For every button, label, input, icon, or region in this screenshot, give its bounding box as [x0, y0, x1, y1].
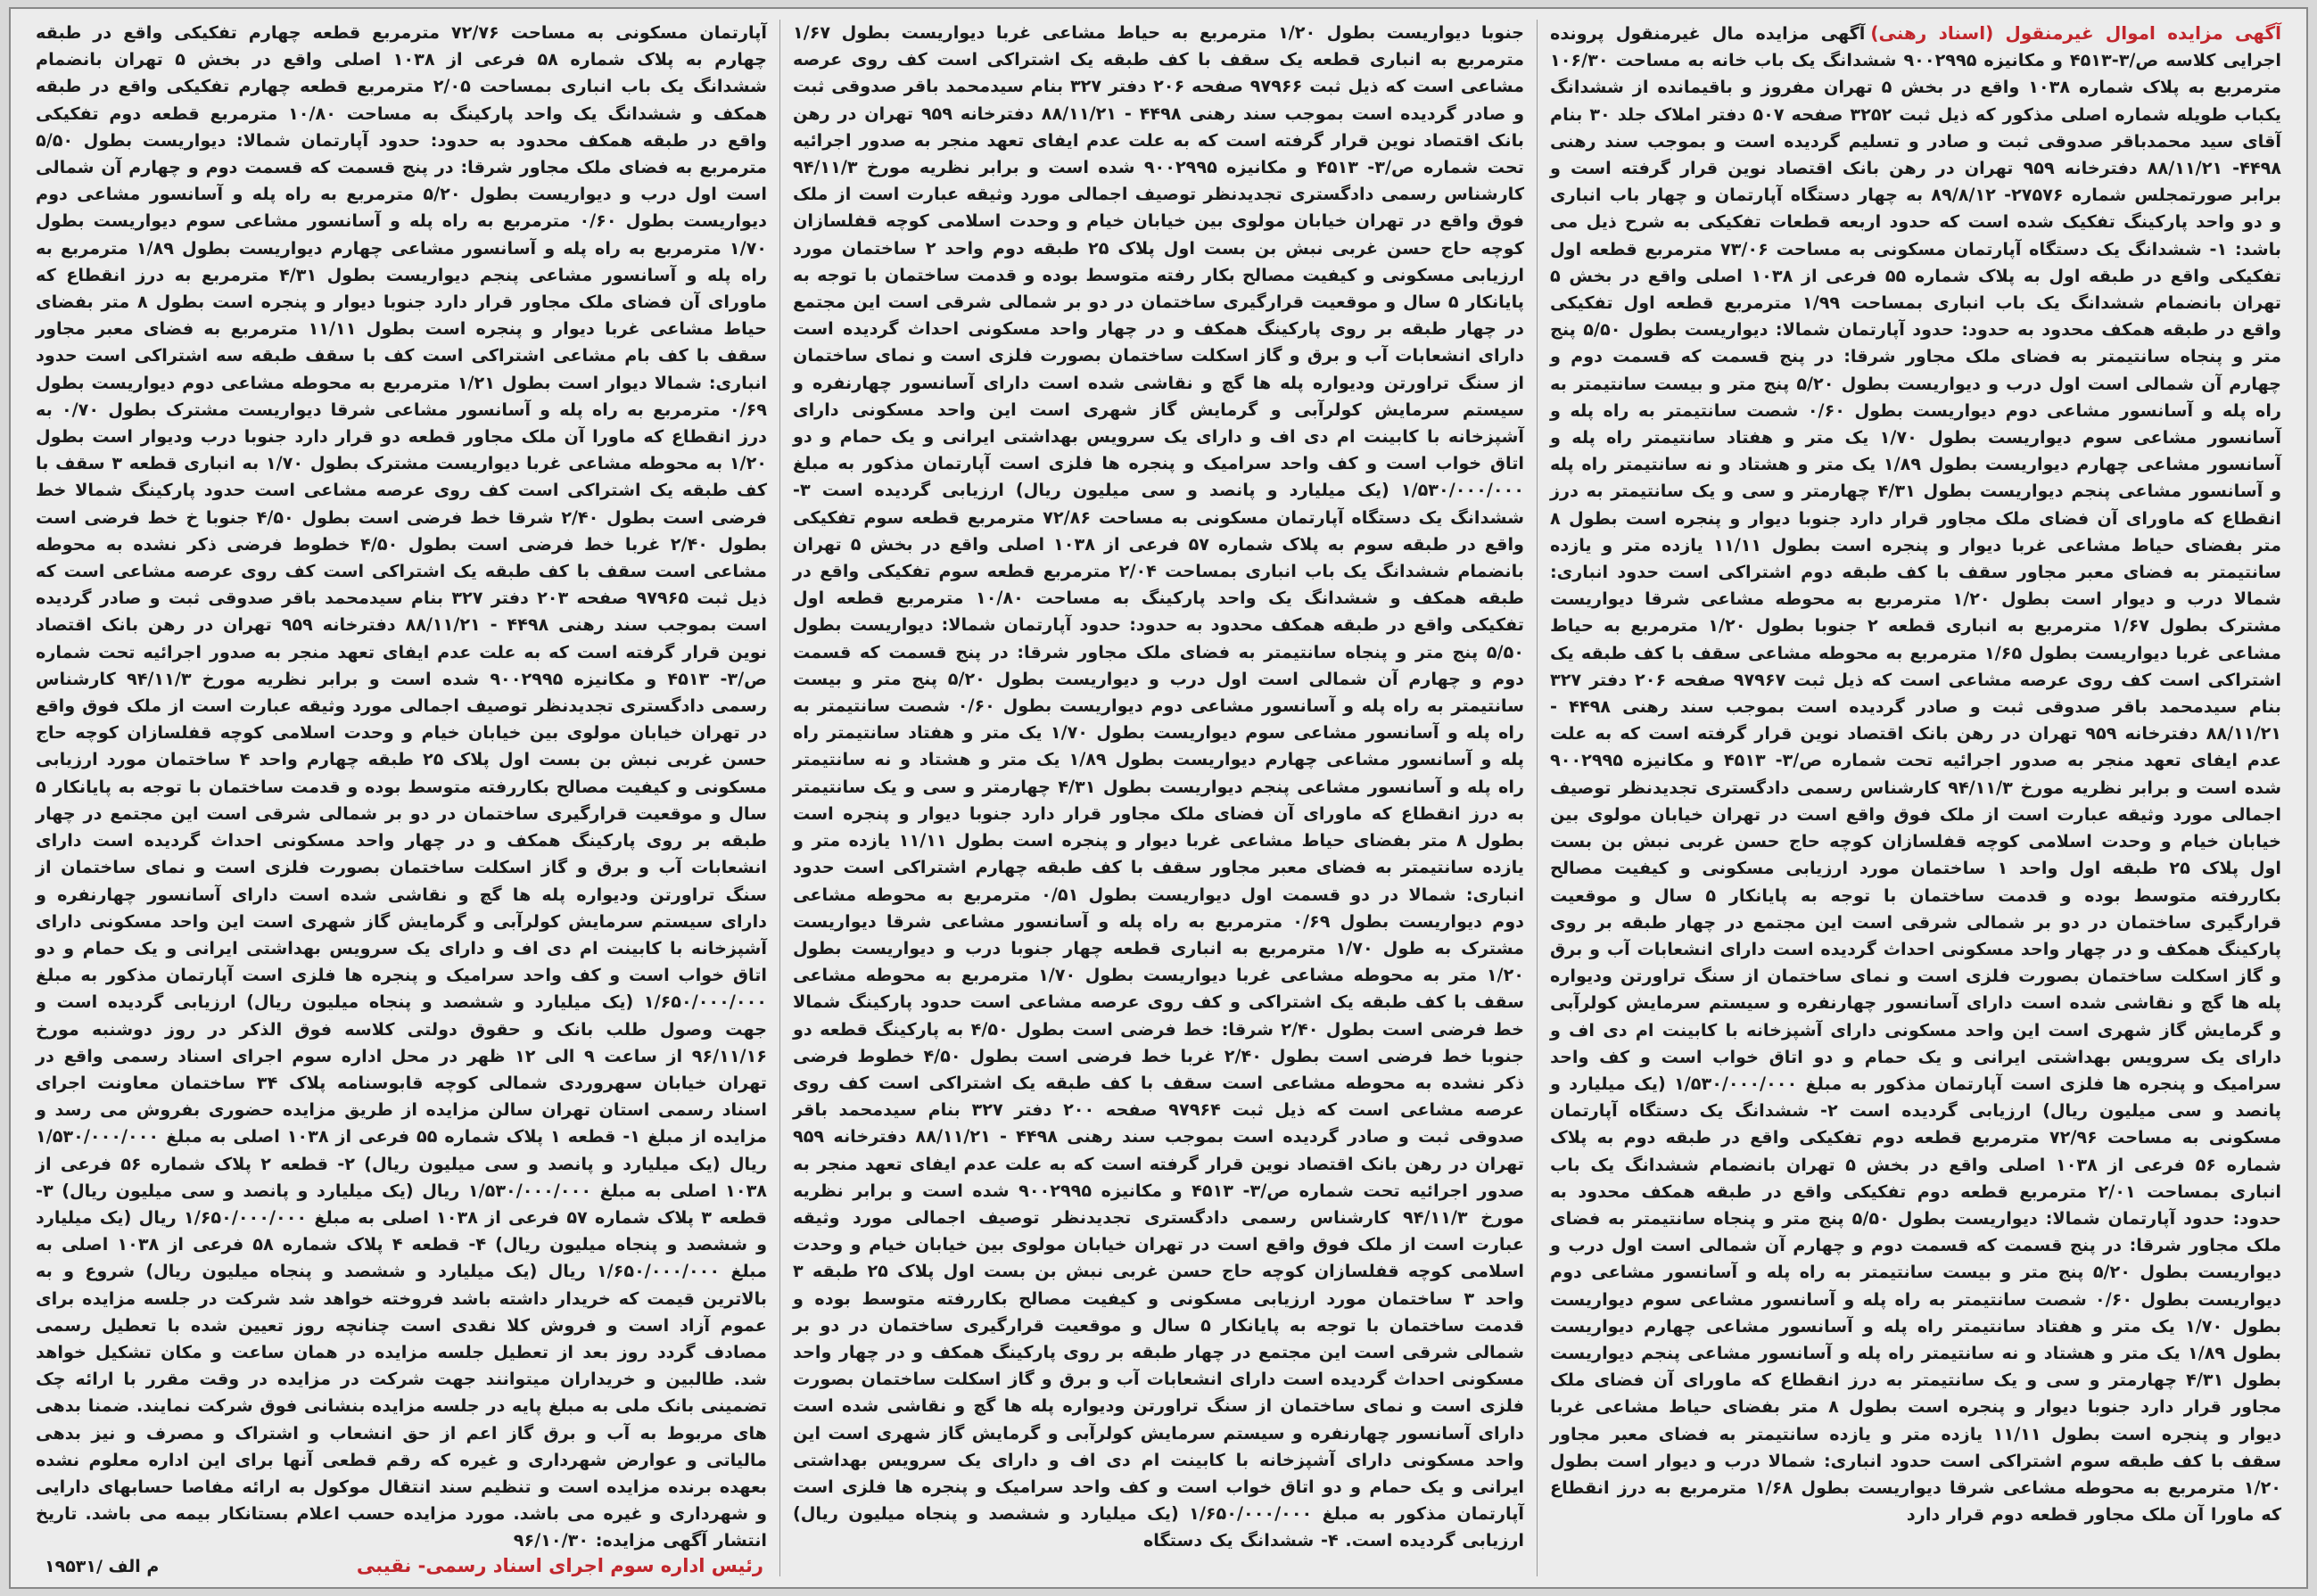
notice-columns — [23, 20, 2294, 1576]
column-left-text: آپارتمان مسکونی به مساحت ۷۲/۷۶ مترمربع قطعه چهارم تفکیکی واقع در طبقه چهارم به پلاک شماره ۵۸ فرعی از ۱۰۳۸ اصلی واقع در بخش ۵ تهران بانضمام ششدانگ یک باب انباری بمساحت ۲/۰۵ مترمربع قطعه چهارم تفکیکی واقع در طبقه همکف و ششدانگ یک واحد پارکینگ به مساحت ۱۰/۸۰ مترمربع قطعه دوم تفکیکی واقع در طبقه همکف محدود به حدود: حدود آپارتمان شمالا: دیواریست بطول ۵/۵۰ مترمربع به فضای ملک مجاور شرقا: در پنج قسمت که قسمت دوم و چهارم آن شمالی است اول درب و دیواریست بطول ۵/۲۰ مترمربع به راه پله و آسانسور مشاعی دوم دیواریست بطول ۰/۶۰ مترمربع به راه پله و آسانسور مشاعی سوم دیواریست بطول ۱/۷۰ مترمربع به راه پله و آسانسور مشاعی چهارم دیواریست بطول ۱/۸۹ مترمربع به راه پله و آسانسور مشاعی پنجم دیواریست بطول ۴/۳۱ مترمربع به درز انقطاع که ماورای آن فضای ملک مجاور قرار دارد جنوبا دیوار و پنجره است بطول ۸ متر بفضای حیاط مشاعی غربا دیوار و پنجره است بطول ۱۱/۱۱ مترمربع به فضای معبر مجاور سقف با کف بام مشاعی اشتراکی است کف با سقف طبقه سه اشتراکی است حدود انباری: شمالا دیوار است بطول ۱/۲۱ مترمربع به محوطه مشاعی دوم دیواریست بطول ۰/۶۹ مترمربع به راه پله و آسانسور مشاعی شرقا دیواریست مشترک بطول ۰/۷۰ به درز انقطاع که ماورا آن ملک مجاور قطعه دو قرار دارد جنوبا درب ودیوار است بطول ۱/۲۰ به محوطه مشاعی غربا دیواریست مشترک بطول ۱/۷۰ به انباری قطعه ۳ سقف با کف طبقه یک اشتراکی است کف روی عرصه مشاعی است حدود پارکینگ شمالا خط فرضی است بطول ۲/۴۰ شرقا خط فرضی است بطول ۴/۵۰ جنوبا خ خط فرضی است بطول ۲/۴۰ غربا خط فرضی است بطول ۴/۵۰ خطوط فرضی ذکر نشده به محوطه مشاعی است سقف با کف طبقه یک اشتراکی است کف روی عرصه مشاعی است که ذیل ثبت ۹۷۹۶۵ صفحه ۲۰۳ دفتر ۳۲۷ بنام سیدمحمد باقر صدوقی ثبت و صادر گردیده است بموجب سند رهنی ۴۴۹۸ - ۸۸/۱۱/۲۱ دفترخانه ۹۵۹ تهران در رهن بانک اقتصاد نوین قرار گرفته است که به علت عدم ایفای تعهد منجر به صدور اجرائیه تحت شماره ص/۳- ۴۵۱۳ و مکانیزه ۹۰۰۲۹۹۵ شده است و برابر نظریه مورخ ۹۴/۱۱/۳ کارشناس رسمی دادگستری تجدیدنظر توصیف اجمالی مورد وثیقه عبارت است از ملک فوق واقع در تهران خیابان مولوی بین خیابان خیام و وحدت اسلامی کوچه قفلسازان کوچه حاج حسن غربی نبش بن بست اول پلاک ۲۵ طبقه چهارم واحد ۴ ساختمان مورد ارزیابی مسکونی و کیفیت مصالح بکاررفته متوسط بوده و قدمت ساختمان با توجه به پایانکار ۵ سال و موقعیت قرارگیری ساختمان در دو بر شمالی شرقی است این مجتمع در چهار طبقه بر روی پارکینگ همکف و در چهار واحد مسکونی احداث گردیده است دارای انشعابات آب و برق و گاز اسکلت ساختمان بصورت فلزی است و نمای ساختمان از سنگ تراورتن ودیواره پله ها گچ و نقاشی شده است دارای آسانسور چهارنفره و دارای سیستم سرمایش کولرآبی و گرمایش گاز شهری است این واحد مسکونی دارای آشپزخانه با کابینت ام دی اف و دارای یک سرویس بهداشتی ایرانی و یک حمام و دو اتاق خواب است و کف واحد سرامیک و پنجره ها فلزی است آپارتمان مذکور به مبلغ ۱/۶۵۰/۰۰۰/۰۰۰ (یک میلیارد و ششصد و پنجاه میلیون ریال) ارزیابی گردیده است و جهت وصول طلب بانک و حقوق دولتی کلاسه فوق الذکر در روز دوشنبه مورخ ۹۶/۱۱/۱۶ از ساعت ۹ الی ۱۲ ظهر در محل اداره سوم اجرای اسناد رسمی واقع در تهران خیابان سهروردی شمالی کوچه قابوسنامه پلاک ۳۴ ساختمان معاونت اجرای اسناد رسمی استان تهران سالن مزایده از طریق مزایده حضوری بفروش می رسد و مزایده از مبلغ ۱- قطعه ۱ پلاک شماره ۵۵ فرعی از ۱۰۳۸ اصلی به مبلغ ۱/۵۳۰/۰۰۰/۰۰۰ ریال (یک میلیارد و پانصد و سی میلیون ریال) ۲- قطعه ۲ پلاک شماره ۵۶ فرعی از ۱۰۳۸ اصلی به مبلغ ۱/۵۳۰/۰۰۰/۰۰۰ ریال (یک میلیارد و پانصد و سی میلیون ریال) ۳- قطعه ۳ پلاک شماره ۵۷ فرعی از ۱۰۳۸ اصلی به مبلغ ۱/۶۵۰/۰۰۰/۰۰۰ ریال (یک میلیارد و ششصد و پنجاه میلیون ریال) ۴- قطعه ۴ پلاک شماره ۵۸ فرعی از ۱۰۳۸ اصلی به مبلغ ۱/۶۵۰/۰۰۰/۰۰۰ ریال (یک میلیارد و ششصد و پنجاه میلیون ریال) شروع و به بالاترین قیمت که خریدار داشته باشد فروخته خواهد شد شرکت در جلسه مزایده برای عموم آزاد است و فروش کلا نقدی است چنانچه روز تعیین شده با تعطیل رسمی مصادف گردد روز بعد از تعطیل جلسه مزایده در همان ساعت و مکان تشکیل خواهد شد. طالبین و خریداران میتوانند جهت شرکت در مزایده در وقت مقرر با ارائه چک تضمینی بانک ملی به مبلغ پایه در جلسه مزایده بنشانی فوق شرکت نمایند. ضمنا بدهی های مربوط به آب و برق گاز اعم از حق انشعاب و اشتراک و مصرف و نیز بدهی مالیاتی و عوارض شهرداری و غیره که رقم قطعی آنها برای این اداره معلوم نشده بعهده برنده مزایده است و تنظیم سند انتقال موکول به ارائه مفاصا حسابهای دارایی و شهرداری و غیره می باشد. مورد مزایده حسب اعلام بستانکار بیمه می باشد. تاریخ انتشار آگهی مزایده: ۹۶/۱۰/۳۰ — [36, 22, 768, 1551]
column-right — [1538, 20, 2294, 1576]
column-middle-text: جنوبا دیواریست بطول ۱/۲۰ مترمربع به حیاط مشاعی غربا دیواریست بطول ۱/۶۷ مترمربع به انباری قطعه یک سقف با کف طبقه یک اشتراکی است کف روی عرصه مشاعی است که ذیل ثبت ۹۷۹۶۶ صفحه ۲۰۶ دفتر ۳۲۷ بنام سیدمحمد باقر صدوقی ثبت و صادر گردیده است بموجب سند رهنی ۴۴۹۸ - ۸۸/۱۱/۲۱ دفترخانه ۹۵۹ تهران در رهن بانک اقتصاد نوین قرار گرفته است که به علت عدم ایفای تعهد منجر به صدور اجرائیه تحت شماره ص/۳- ۴۵۱۳ و مکانیزه ۹۰۰۲۹۹۵ شده است و برابر نظریه مورخ ۹۴/۱۱/۳ کارشناس رسمی دادگستری تجدیدنظر توصیف اجمالی مورد وثیقه عبارت است از ملک فوق واقع در تهران خیابان مولوی بین خیابان خیام و وحدت اسلامی کوچه قفلسازان کوچه حاج حسن غربی نبش بن بست اول پلاک ۲۵ طبقه دوم واحد ۲ ساختمان مورد ارزیابی مسکونی و کیفیت مصالح بکار رفته متوسط بوده و قدمت ساختمان با توجه به پایانکار ۵ سال و موقعیت قرارگیری ساختمان در دو بر شمالی شرقی است این مجتمع در چهار طبقه بر روی پارکینگ همکف و در چهار واحد مسکونی احداث گردیده است دارای انشعابات آب و برق و گاز اسکلت ساختمان بصورت فلزی است و نمای ساختمان از سنگ تراورتن ودیواره پله ها گچ و نقاشی شده است دارای آسانسور چهارنفره و سیستم سرمایش کولرآبی و گرمایش گاز شهری است این واحد مسکونی دارای آشپزخانه با کابینت ام دی اف و دارای یک سرویس بهداشتی ایرانی و یک حمام و دو اتاق خواب است و کف واحد سرامیک و پنجره ها فلزی است آپارتمان مذکور به مبلغ ۱/۵۳۰/۰۰۰/۰۰۰ (یک میلیارد و پانصد و سی میلیون ریال) ارزیابی گردیده است ۳- ششدانگ یک دستگاه آپارتمان مسکونی به مساحت ۷۲/۸۶ مترمربع قطعه سوم تفکیکی واقع در طبقه سوم به پلاک شماره ۵۷ فرعی از ۱۰۳۸ اصلی واقع در بخش ۵ تهران بانضمام ششدانگ یک باب انباری بمساحت ۲/۰۴ مترمربع قطعه سوم تفکیکی واقع در طبقه همکف و ششدانگ یک واحد پارکینگ به مساحت ۱۰/۸۰ مترمربع قطعه اول تفکیکی واقع در طبقه همکف محدود به حدود: حدود آپارتمان شمالا: دیواریست بطول ۵/۵۰ پنج متر و پنجاه سانتیمتر به فضای ملک مجاور شرقا: در پنج قسمت که قسمت دوم و چهارم آن شمالی است اول درب و دیواریست بطول ۵/۲۰ پنج متر و بیست سانتیمتر به راه پله و آسانسور مشاعی دوم دیواریست بطول ۰/۶۰ شصت سانتیمتر به راه پله و آسانسور مشاعی سوم دیواریست بطول ۱/۷۰ یک متر و هفتاد سانتیمتر راه پله و آسانسور مشاعی چهارم دیواریست بطول ۱/۸۹ یک متر و هشتاد و نه سانتیمتر راه پله و آسانسور مشاعی پنجم دیواریست بطول ۴/۳۱ چهارمتر و سی و یک سانتیمتر به درز انقطاع که ماورای آن فضای ملک مجاور قرار دارد جنوبا دیوار و پنجره است بطول ۸ متر بفضای حیاط مشاعی غربا دیوار و پنجره است بطول ۱۱/۱۱ یازده متر و یازده سانتیمتر به فضای معبر مجاور سقف با کف طبقه چهارم اشتراکی است حدود انباری: شمالا در دو قسمت اول دیواریست بطول ۰/۵۱ مترمربع به محوطه مشاعی دوم دیواریست بطول ۰/۶۹ مترمربع به راه پله و آسانسور مشاعی شرقا دیواریست مشترک به طول ۱/۷۰ مترمربع به انباری قطعه چهار جنوبا درب و دیواریست بطول ۱/۲۰ متر به محوطه مشاعی غربا دیواریست بطول ۱/۷۰ مترمربع به محوطه مشاعی سقف با کف طبقه یک اشتراکی و کف روی عرصه مشاعی است حدود پارکینگ شمالا خط فرضی است بطول ۲/۴۰ شرقا: خط فرضی است بطول ۴/۵۰ به پارکینگ قطعه دو جنوبا خط فرضی است بطول ۲/۴۰ غربا خط فرضی است بطول ۴/۵۰ خطوط فرضی ذکر نشده به محوطه مشاعی است سقف با کف طبقه یک اشتراکی است کف روی عرصه مشاعی است که ذیل ثبت ۹۷۹۶۴ صفحه ۲۰۰ دفتر ۳۲۷ بنام سیدمحمد باقر صدوقی ثبت و صادر گردیده است بموجب سند رهنی ۴۴۹۸ - ۸۸/۱۱/۲۱ دفترخانه ۹۵۹ تهران در رهن بانک اقتصاد نوین قرار گرفته است که به علت عدم ایفای تعهد منجر به صدور اجرائیه تحت شماره ص/۳- ۴۵۱۳ و مکانیزه ۹۰۰۲۹۹۵ شده است و برابر نظریه مورخ ۹۴/۱۱/۳ کارشناس رسمی دادگستری تجدیدنظر توصیف اجمالی مورد وثیقه عبارت است از ملک فوق واقع است در تهران خیابان مولوی بین خیابان خیام و وحدت اسلامی کوچه قفلسازان کوچه حاج حسن غربی نبش بن بست اول پلاک ۲۵ طبقه ۳ واحد ۳ ساختمان مورد ارزیابی مسکونی و کیفیت مصالح بکاررفته متوسط بوده و قدمت ساختمان با توجه به پایانکار ۵ سال و موقعیت قرارگیری ساختمان در دو بر شمالی شرقی است این مجتمع در چهار طبقه بر روی پارکینگ همکف و در چهار واحد مسکونی احداث گردیده است دارای انشعابات آب و برق و گاز اسکلت ساختمان بصورت فلزی است و نمای ساختمان از سنگ تراورتن ودیواره پله ها گچ و نقاشی شده است دارای آسانسور چهارنفره و سیستم سرمایش کولرآبی و گرمایش گاز شهری است این واحد مسکونی دارای آشپزخانه با کابینت ام دی اف و دارای یک سرویس بهداشتی ایرانی و یک حمام و دو اتاق خواب است و کف واحد سرامیک و پنجره ها فلزی است آپارتمان مذکور به مبلغ ۱/۶۵۰/۰۰۰/۰۰۰ (یک میلیارد و ششصد و پنجاه میلیون ریال) ارزیابی گردیده است. ۴- ششدانگ یک دستگاه — [793, 22, 1525, 1551]
notice-heading: آگهی مزایده اموال غیرمنقول (اسناد رهنی) — [1870, 22, 2281, 44]
signature-title: رئیس اداره سوم اجرای اسناد رسمی- نقیبی — [356, 1555, 763, 1576]
signature-code: م الف /۱۹۵۳۱ — [45, 1557, 160, 1576]
column-left — [23, 20, 780, 1576]
column-right-text — [1550, 20, 2281, 1528]
column-right-body: آگهی مزایده مال غیرمنقول پرونده اجرایی کلاسه ص/۳-۴۵۱۳ و مکانیزه ۹۰۰۲۹۹۵ ششدانگ یک باب خانه به مساحت ۱۰۶/۳۰ مترمربع به پلاک شماره ۱۰۳۸ واقع در بخش ۵ تهران مفروز و باقیمانده از ششدانگ یکباب طویله شماره اصلی مذکور که ذیل ثبت ۳۲۵۲ صفحه ۵۰۷ دفتر املاک جلد ۳۰ بنام آقای سید محمدباقر صدوقی ثبت و صادر و تسلیم گردیده است و بموجب سند رهنی ۴۴۹۸- ۸۸/۱۱/۲۱ دفترخانه ۹۵۹ تهران در رهن بانک اقتصاد نوین قرار گرفته است و برابر صورتمجلس شماره ۲۷۵۷۶- ۸۹/۸/۱۲ به چهار دستگاه آپارتمان و چهار باب انباری و دو واحد پارکینگ تفکیک شده است که حدود اربعه قطعات تفکیکی به شرح ذیل می باشد: ۱- ششدانگ یک دستگاه آپارتمان مسکونی به مساحت ۷۳/۰۶ مترمربع قطعه اول تفکیکی واقع در طبقه اول به پلاک شماره ۵۵ فرعی از ۱۰۳۸ اصلی واقع در بخش ۵ تهران بانضمام ششدانگ یک باب انباری بمساحت ۱/۹۹ مترمربع قطعه اول تفکیکی واقع در طبقه همکف محدود به حدود: حدود آپارتمان شمالا: دیواریست بطول ۵/۵۰ پنج متر و پنجاه سانتیمتر به فضای ملک مجاور شرقا: در پنج قسمت که قسمت دوم و چهارم آن شمالی است اول درب و دیواریست بطول ۵/۲۰ پنج متر و بیست سانتیمتر به راه پله و آسانسور مشاعی دوم دیواریست بطول ۰/۶۰ شصت سانتیمتر به راه پله و آسانسور مشاعی سوم دیواریست بطول ۱/۷۰ یک متر و هفتاد سانتیمتر راه پله و آسانسور مشاعی چهارم دیواریست بطول ۱/۸۹ یک متر و هشتاد و نه سانتیمتر راه پله و آسانسور مشاعی پنجم دیواریست بطول ۴/۳۱ چهارمتر و سی و یک سانتیمتر به درز انقطاع که ماورای آن فضای ملک مجاور قرار دارد جنوبا دیوار و پنجره است بطول ۸ متر بفضای حیاط مشاعی غربا دیوار و پنجره است بطول ۱۱/۱۱ یازده متر و یازده سانتیمتر به فضای معبر مجاور سقف با کف طبقه دوم اشتراکی است حدود انباری: شمالا درب و دیوار است بطول ۱/۲۰ مترمربع به محوطه مشاعی شرقا دیواریست مشترک بطول ۱/۶۷ مترمربع به انباری قطعه ۲ جنوبا بطول ۱/۲۰ مترمربع به حیاط مشاعی غربا دیواریست بطول ۱/۶۵ مترمربع به محوطه مشاعی سقف با کف طبقه یک اشتراکی است کف روی عرصه مشاعی است که ذیل ثبت ۹۷۹۶۷ صفحه ۲۰۶ دفتر ۳۲۷ بنام سیدمحمد باقر صدوقی ثبت و صادر گردیده است بموجب سند رهنی ۴۴۹۸ - ۸۸/۱۱/۲۱ دفترخانه ۹۵۹ تهران در رهن بانک اقتصاد نوین قرار گرفته است که به علت عدم ایفای تعهد منجر به صدور اجرائیه تحت شماره ص/۳- ۴۵۱۳ و مکانیزه ۹۰۰۲۹۹۵ شده است و برابر نظریه مورخ ۹۴/۱۱/۳ کارشناس رسمی دادگستری تجدیدنظر توصیف اجمالی مورد وثیقه عبارت است از ملک فوق واقع است در تهران خیابان مولوی بین خیابان خیام و وحدت اسلامی کوچه قفلسازان کوچه حاج حسن غربی نبش بن بست اول پلاک ۲۵ طبقه اول واحد ۱ ساختمان مورد ارزیابی مسکونی و کیفیت مصالح بکاررفته متوسط بوده و قدمت ساختمان با توجه به پایانکار ۵ سال و موقعیت قرارگیری ساختمان در دو بر شمالی شرقی است این مجتمع در چهار طبقه بر روی پارکینگ همکف و در چهار واحد مسکونی احداث گردیده است دارای انشعابات آب و برق و گاز اسکلت ساختمان بصورت فلزی است و نمای ساختمان از سنگ تراورتن ودیواره پله ها گچ و نقاشی شده است دارای آسانسور چهارنفره و سیستم سرمایش کولرآبی و گرمایش گاز شهری است این واحد مسکونی دارای آشپزخانه با کابینت ام دی اف و دارای یک سرویس بهداشتی ایرانی و یک حمام و دو اتاق خواب است و کف واحد سرامیک و پنجره ها فلزی است آپارتمان مذکور به مبلغ ۱/۵۳۰/۰۰۰/۰۰۰ (یک میلیارد و پانصد و سی میلیون ریال) ارزیابی گردیده است ۲- ششدانگ یک دستگاه آپارتمان مسکونی به مساحت ۷۲/۹۶ مترمربع قطعه دوم تفکیکی واقع در طبقه دوم به پلاک شماره ۵۶ فرعی از ۱۰۳۸ اصلی واقع در بخش ۵ تهران بانضمام ششدانگ یک باب انباری بمساحت ۲/۰۱ مترمربع قطعه دوم تفکیکی واقع در طبقه همکف محدود به حدود: حدود آپارتمان شمالا: دیواریست بطول ۵/۵۰ پنج متر و پنجاه سانتیمتر به فضای ملک مجاور شرقا: در پنج قسمت که قسمت دوم و چهارم آن شمالی است اول درب و دیواریست بطول ۵/۲۰ پنج متر و بیست سانتیمتر به راه پله و آسانسور مشاعی دوم دیواریست بطول ۰/۶۰ شصت سانتیمتر به راه پله و آسانسور مشاعی سوم دیواریست بطول ۱/۷۰ یک متر و هفتاد سانتیمتر راه پله و آسانسور مشاعی چهارم دیواریست بطول ۱/۸۹ یک متر و هشتاد و نه سانتیمتر راه پله و آسانسور مشاعی پنجم دیواریست بطول ۴/۳۱ چهارمتر و سی و یک سانتیمتر به درز انقطاع که ماورای آن فضای ملک مجاور قرار دارد جنوبا دیوار و پنجره است بطول ۸ متر بفضای حیاط مشاعی غربا دیوار و پنجره است بطول ۱۱/۱۱ یازده متر و یازده سانتیمتر به فضای معبر مجاور سقف با کف طبقه سوم اشتراکی است حدود انباری: شمالا درب و دیوار است بطول ۱/۲۰ مترمربع به محوطه مشاعی شرقا دیواریست بطول ۱/۶۸ مترمربع به درز انقطاع که ماورا آن ملک مجاور قطعه دوم قرار دارد — [1550, 23, 2282, 1526]
signature-block — [45, 1555, 763, 1576]
column-middle — [780, 20, 1538, 1576]
newspaper-notice — [9, 7, 2308, 1589]
